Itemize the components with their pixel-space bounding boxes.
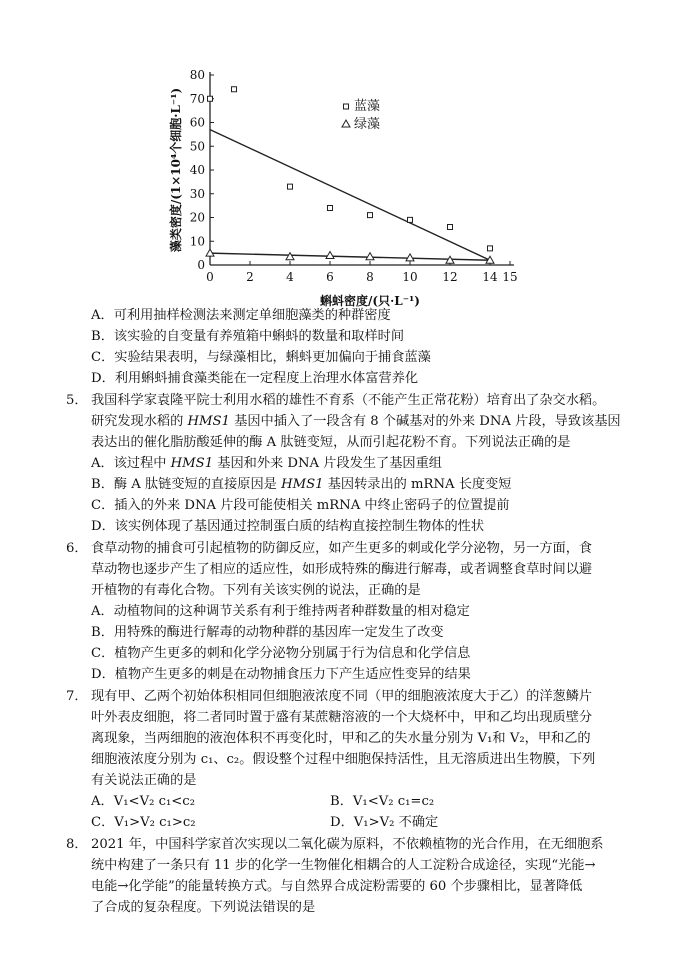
x-tick-label: 6 (326, 270, 334, 284)
q8-stem-line3: 电能→化学能”的能量转换方式。与自然界合成淀粉需要的 60 个步骤相比，显著降低 (91, 879, 583, 894)
q4-option-a: A．可利用抽样检测法来测定单细胞藻类的种群密度 (91, 308, 391, 323)
x-tick-label: 4 (286, 270, 294, 284)
y-tick-label: 40 (189, 163, 205, 177)
data-point-square (328, 206, 333, 211)
legend-square-marker (344, 104, 349, 109)
algae-density-chart (150, 50, 530, 310)
q7-stem-line4: 细胞液浓度分别为 c₁、c₂。假设整个过程中细胞保持活性，且无溶质进出生物膜，下列 (91, 752, 596, 767)
q6-stem-line1: 6． 食草动物的捕食可引起植物的防御反应，如产生更多的刺或化学分泌物，另一方面，食 (66, 541, 593, 556)
q5-stem-line3: 表达出的催化脂肪酸延伸的酶 A 肽链变短，从而引起花粉不育。下列说法正确的是 (91, 435, 571, 450)
x-tick-label: 8 (366, 270, 374, 284)
y-tick-label: 30 (189, 186, 205, 201)
y-tick-label: 20 (189, 210, 205, 225)
y-tick-label: 60 (189, 115, 205, 130)
q6-stem-line3: 开植物的有毒化合物。下列有关该实例的说法，正确的是 (91, 583, 421, 598)
q6-option-c: C．植物产生更多的刺和化学分泌物分别属于行为信息和化学信息 (91, 646, 471, 661)
y-tick-label: 10 (189, 234, 205, 249)
data-point-square (488, 246, 493, 251)
y-tick-label: 50 (189, 139, 205, 154)
legend-label-2: 绿藻 (354, 117, 381, 132)
q8-stem-line1: 8． 2021 年，中国科学家首次实现以二氧化碳为原料，不依赖植物的光合作用，在无细胞系 (66, 837, 604, 852)
x-axis-label: 蝌蚪密度/(只·L⁻¹) (320, 294, 420, 308)
q8-stem-line2: 统中构建了一条只有 11 步的化学一生物催化相耦合的人工淀粉合成途径，实现“光能→ (91, 858, 596, 873)
q4-option-c: C．实验结果表明，与绿藻相比，蝌蚪更加偏向于捕食蓝藻 (91, 350, 431, 365)
q5-option-c: C．插入的外来 DNA 片段可能使相关 mRNA 中终止密码子的位置提前 (91, 498, 510, 513)
q7-stem-line5: 有关说法正确的是 (91, 773, 197, 788)
q7-stem-line1: 7． 现有甲、乙两个初始体积相同但细胞液浓度不同（甲的细胞液浓度大于乙）的洋葱鳞片 (66, 689, 593, 704)
data-point-triangle (326, 252, 334, 259)
q6-option-d: D．植物产生更多的刺是在动物捕食压力下产生适应性变异的结果 (91, 667, 471, 682)
chart-svg (150, 50, 530, 310)
q5-stem-line1: 5． 我国科学家袁隆平院士利用水稻的雄性不育系（不能产生正常花粉）培育出了杂交水稻。 (66, 393, 606, 408)
q7-option-d: D．V₁>V₂ 不确定 (330, 815, 439, 830)
data-point-triangle (366, 253, 374, 260)
data-point-square (408, 217, 413, 222)
fit-line-1 (210, 130, 490, 261)
q5-option-d: D．该实例体现了基因通过控制蛋白质的结构直接控制生物体的性状 (91, 519, 485, 534)
data-point-triangle (406, 254, 414, 261)
q6-option-a: A．动植物间的这种调节关系有利于维持两者种群数量的相对稳定 (91, 604, 470, 619)
data-point-square (208, 96, 213, 101)
q7-option-a: A．V₁<V₂ c₁<c₂ (91, 794, 195, 809)
q7-stem-line2: 叶外表皮细胞，将二者同时置于盛有某蔗糖溶液的一个大烧杯中，甲和乙均出现质壁分 (91, 710, 593, 725)
x-tick-label: 15 (502, 270, 518, 284)
legend-triangle-marker (342, 120, 350, 127)
x-tick-label: 0 (206, 270, 214, 284)
y-tick-label: 0 (197, 258, 205, 272)
q5-stem-line2: 研究发现水稻的 HMS1 基因中插入了一段含有 8 个碱基对的外来 DNA 片段，导致该基因 (91, 414, 621, 429)
data-point-triangle (286, 253, 294, 260)
q5-option-a: A．该过程中 HMS1 基因和外来 DNA 片段发生了基因重组 (91, 456, 442, 471)
q5-option-b: B．酶 A 肽链变短的直接原因是 HMS1 基因转录出的 mRNA 长度变短 (91, 477, 512, 492)
x-tick-label: 2 (246, 270, 254, 284)
q8-stem-line4: 了合成的复杂程度。下列说法错误的是 (91, 900, 316, 915)
q4-option-b: B．该实验的自变量有养殖箱中蝌蚪的数量和取样时间 (91, 329, 405, 344)
q7-option-c: C．V₁>V₂ c₁>c₂ (91, 815, 196, 830)
data-point-square (232, 87, 237, 92)
x-tick-label: 10 (402, 270, 418, 284)
data-point-square (368, 213, 373, 218)
q7-option-b: B．V₁<V₂ c₁=c₂ (330, 794, 435, 809)
legend-label-1: 蓝藻 (354, 99, 381, 114)
q4-option-d: D．利用蝌蚪捕食藻类能在一定程度上治理水体富营养化 (91, 371, 419, 386)
data-point-square (288, 184, 293, 189)
x-tick-label: 12 (442, 270, 458, 284)
y-tick-label: 70 (189, 91, 205, 106)
q6-stem-line2: 草动物也逐步产生了相应的适应性，如形成特殊的酶进行解毒，或者调整食草时间以避 (91, 562, 593, 577)
data-point-square (448, 225, 453, 230)
x-tick-label: 14 (482, 270, 498, 284)
q6-option-b: B．用特殊的酶进行解毒的动物种群的基因库一定发生了改变 (91, 625, 444, 640)
y-axis-label: 藻类密度/(1×10⁴个细胞·L⁻¹) (169, 87, 183, 253)
y-tick-label: 80 (189, 68, 205, 82)
q7-stem-line3: 离现象，当两细胞的液泡体积不再变化时，甲和乙的失水量分别为 V₁和 V₂，甲和乙的 (91, 731, 591, 746)
